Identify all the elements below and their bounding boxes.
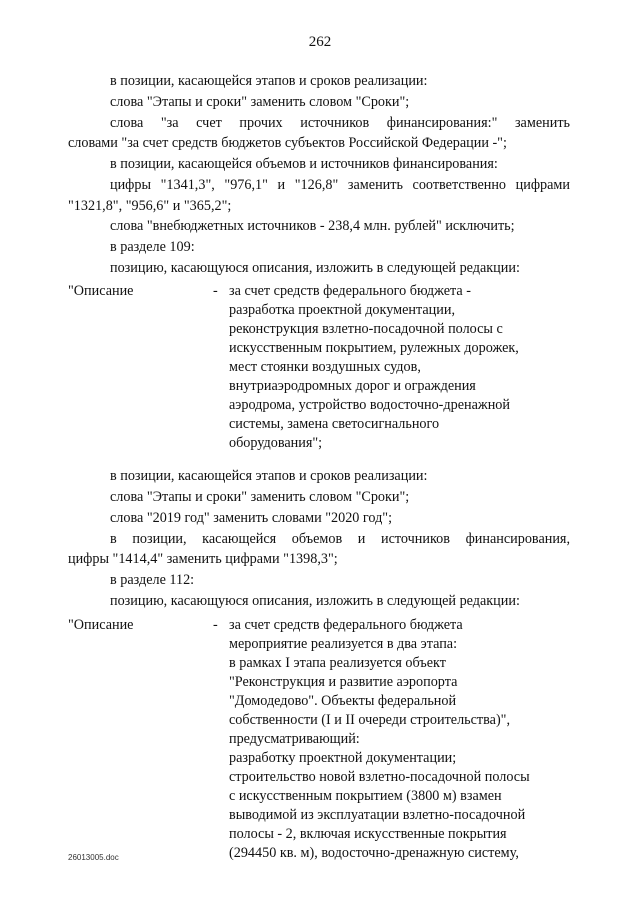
description-line: за счет средств федерального бюджета - bbox=[229, 283, 471, 299]
text-line: в позиции, касающейся этапов и сроков реализации: bbox=[110, 73, 428, 89]
description-line: (294450 кв. м), водосточно-дренажную систему, bbox=[229, 845, 519, 861]
description-line: "Реконструкция и развитие аэропорта bbox=[229, 674, 458, 690]
text-line: слова "Этапы и сроки" заменить словом "Сроки"; bbox=[110, 489, 410, 505]
description-line: разработка проектной документации, bbox=[229, 302, 455, 318]
description-line: собственности (I и II очереди строительства)", bbox=[229, 712, 511, 728]
text-line: "1321,8", "956,6" и "365,2"; bbox=[68, 198, 232, 214]
text-line: слова "Этапы и сроки" заменить словом "Сроки"; bbox=[110, 94, 410, 110]
file-name-footer: 26013005.doc bbox=[68, 853, 119, 862]
description-dash: - bbox=[213, 283, 218, 299]
text-line: в разделе 109: bbox=[110, 239, 195, 255]
description-line: оборудования"; bbox=[229, 435, 323, 451]
text-line: в позиции, касающейся объемов и источников финансирования, bbox=[110, 531, 570, 547]
description-line: аэродрома, устройство водосточно-дренажной bbox=[229, 397, 510, 413]
description-label: "Описание bbox=[68, 617, 134, 633]
description-line: в рамках I этапа реализуется объект bbox=[229, 655, 446, 671]
text-line: слова "за счет прочих источников финансирования:" заменить bbox=[110, 115, 570, 131]
description-line: мест стоянки воздушных судов, bbox=[229, 359, 421, 375]
text-line: цифры "1414,4" заменить цифрами "1398,3"; bbox=[68, 551, 338, 567]
description-line: выводимой из эксплуатации взлетно-посадочной bbox=[229, 807, 526, 823]
description-line: с искусственным покрытием (3800 м) взамен bbox=[229, 788, 502, 804]
text-line: слова "внебюджетных источников - 238,4 млн. рублей" исключить; bbox=[110, 218, 515, 234]
description-line: "Домодедово". Объекты федеральной bbox=[229, 693, 457, 709]
description-dash: - bbox=[213, 617, 218, 633]
description-line: системы, замена светосигнального bbox=[229, 416, 440, 432]
text-line: позицию, касающуюся описания, изложить в следующей редакции: bbox=[110, 593, 520, 609]
text-line: в разделе 112: bbox=[110, 572, 195, 588]
text-line: цифры "1341,3", "976,1" и "126,8" заменить соответственно цифрами bbox=[110, 177, 570, 193]
text-line: в позиции, касающейся объемов и источников финансирования: bbox=[110, 156, 498, 172]
description-line: внутриаэродромных дорог и ограждения bbox=[229, 378, 476, 394]
text-line: словами "за счет средств бюджетов субъектов Российской Федерации -"; bbox=[68, 135, 507, 151]
text-line: в позиции, касающейся этапов и сроков реализации: bbox=[110, 468, 428, 484]
description-line: разработку проектной документации; bbox=[229, 750, 457, 766]
text-line: позицию, касающуюся описания, изложить в следующей редакции: bbox=[110, 260, 520, 276]
description-line: строительство новой взлетно-посадочной полосы bbox=[229, 769, 530, 785]
text-line: слова "2019 год" заменить словами "2020 год"; bbox=[110, 510, 393, 526]
description-line: мероприятие реализуется в два этапа: bbox=[229, 636, 458, 652]
page-number: 262 bbox=[308, 34, 332, 50]
description-line: реконструкция взлетно-посадочной полосы с bbox=[229, 321, 503, 337]
description-line: за счет средств федерального бюджета bbox=[229, 617, 463, 633]
description-line: предусматривающий: bbox=[229, 731, 360, 747]
description-label: "Описание bbox=[68, 283, 134, 299]
description-line: полосы - 2, включая искусственные покрытия bbox=[229, 826, 507, 842]
description-line: искусственным покрытием, рулежных дорожек, bbox=[229, 340, 519, 356]
